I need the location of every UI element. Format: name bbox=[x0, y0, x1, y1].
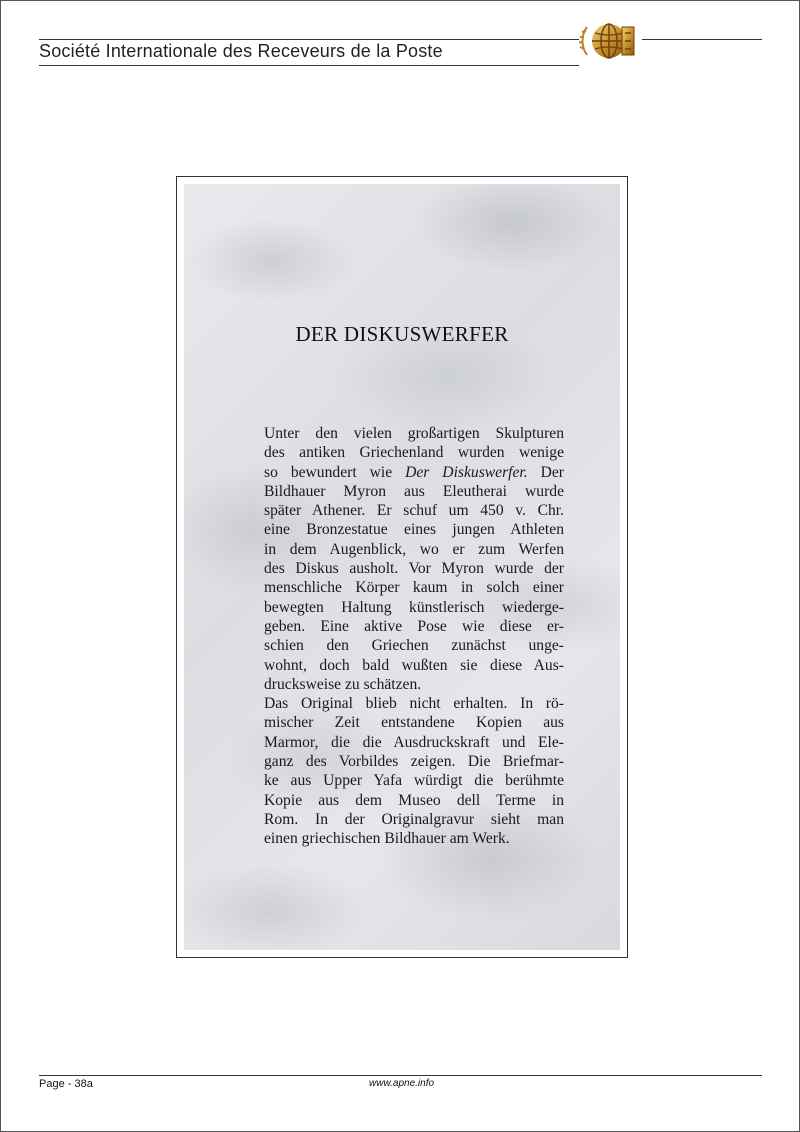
text-line: schien den Griechen zunächst unge- bbox=[264, 637, 564, 655]
marbled-paper bbox=[184, 184, 620, 950]
text-segment: so bewundert wie bbox=[264, 463, 406, 481]
italic-title: Der Diskuswerfer. bbox=[405, 463, 528, 481]
text-line: Das Original blieb nicht erhalten. In rö- bbox=[264, 695, 564, 713]
header-rule bbox=[39, 39, 579, 40]
text-line: eine Bronzestatue eines jungen Athleten bbox=[264, 521, 564, 539]
text-line: Bildhauer Myron aus Eleutherai wurde bbox=[264, 482, 564, 500]
footer-rule bbox=[39, 1075, 762, 1076]
stamp-body-text bbox=[264, 424, 564, 849]
stamp-text-card bbox=[176, 176, 628, 958]
text-line: Marmor, die die Ausdruckskraft und Ele- bbox=[264, 733, 564, 751]
header-rule-right bbox=[642, 39, 762, 40]
stamp-heading: DER DISKUSWERFER bbox=[295, 322, 509, 346]
text-line: in dem Augenblick, wo er zum Werfen bbox=[264, 540, 564, 558]
text-line: wohnt, doch bald wußten sie diese Aus- bbox=[264, 656, 564, 674]
text-line: ganz des Vorbildes zeigen. Die Briefmar- bbox=[264, 753, 564, 771]
text-line: drucksweise zu schätzen. bbox=[264, 675, 422, 693]
text-line: später Athener. Er schuf um 450 v. Chr. bbox=[264, 502, 564, 520]
text-line bbox=[264, 463, 564, 482]
text-line: mischer Zeit entstandene Kopien aus bbox=[264, 714, 564, 732]
text-line: ke aus Upper Yafa würdigt die berühmte bbox=[264, 772, 564, 790]
page-number: Page - 38a bbox=[39, 1078, 93, 1090]
text-segment: Der bbox=[527, 463, 564, 481]
text-line: des Diskus ausholt. Vor Myron wurde der bbox=[264, 560, 564, 578]
text-line: bewegten Haltung künstlerisch wiederge- bbox=[264, 598, 564, 616]
apne-globe-logo-icon bbox=[579, 19, 641, 63]
text-line: einen griechischen Bildhauer am Werk. bbox=[264, 830, 510, 848]
text-line: menschliche Körper kaum in solch einer bbox=[264, 579, 564, 597]
footer-url: www.apne.info bbox=[369, 1078, 435, 1089]
text-line: Unter den vielen großartigen Skulpturen bbox=[264, 425, 564, 442]
text-line: des antiken Griechenland wurden wenige bbox=[264, 444, 564, 462]
header-underline bbox=[39, 65, 579, 66]
text-line: Kopie aus dem Museo dell Terme in bbox=[264, 791, 564, 809]
text-line: geben. Eine aktive Pose wie diese er- bbox=[264, 617, 564, 635]
header-title: Société Internationale des Receveurs de la Poste bbox=[39, 41, 443, 61]
text-line: Rom. In der Originalgravur sieht man bbox=[264, 810, 564, 828]
